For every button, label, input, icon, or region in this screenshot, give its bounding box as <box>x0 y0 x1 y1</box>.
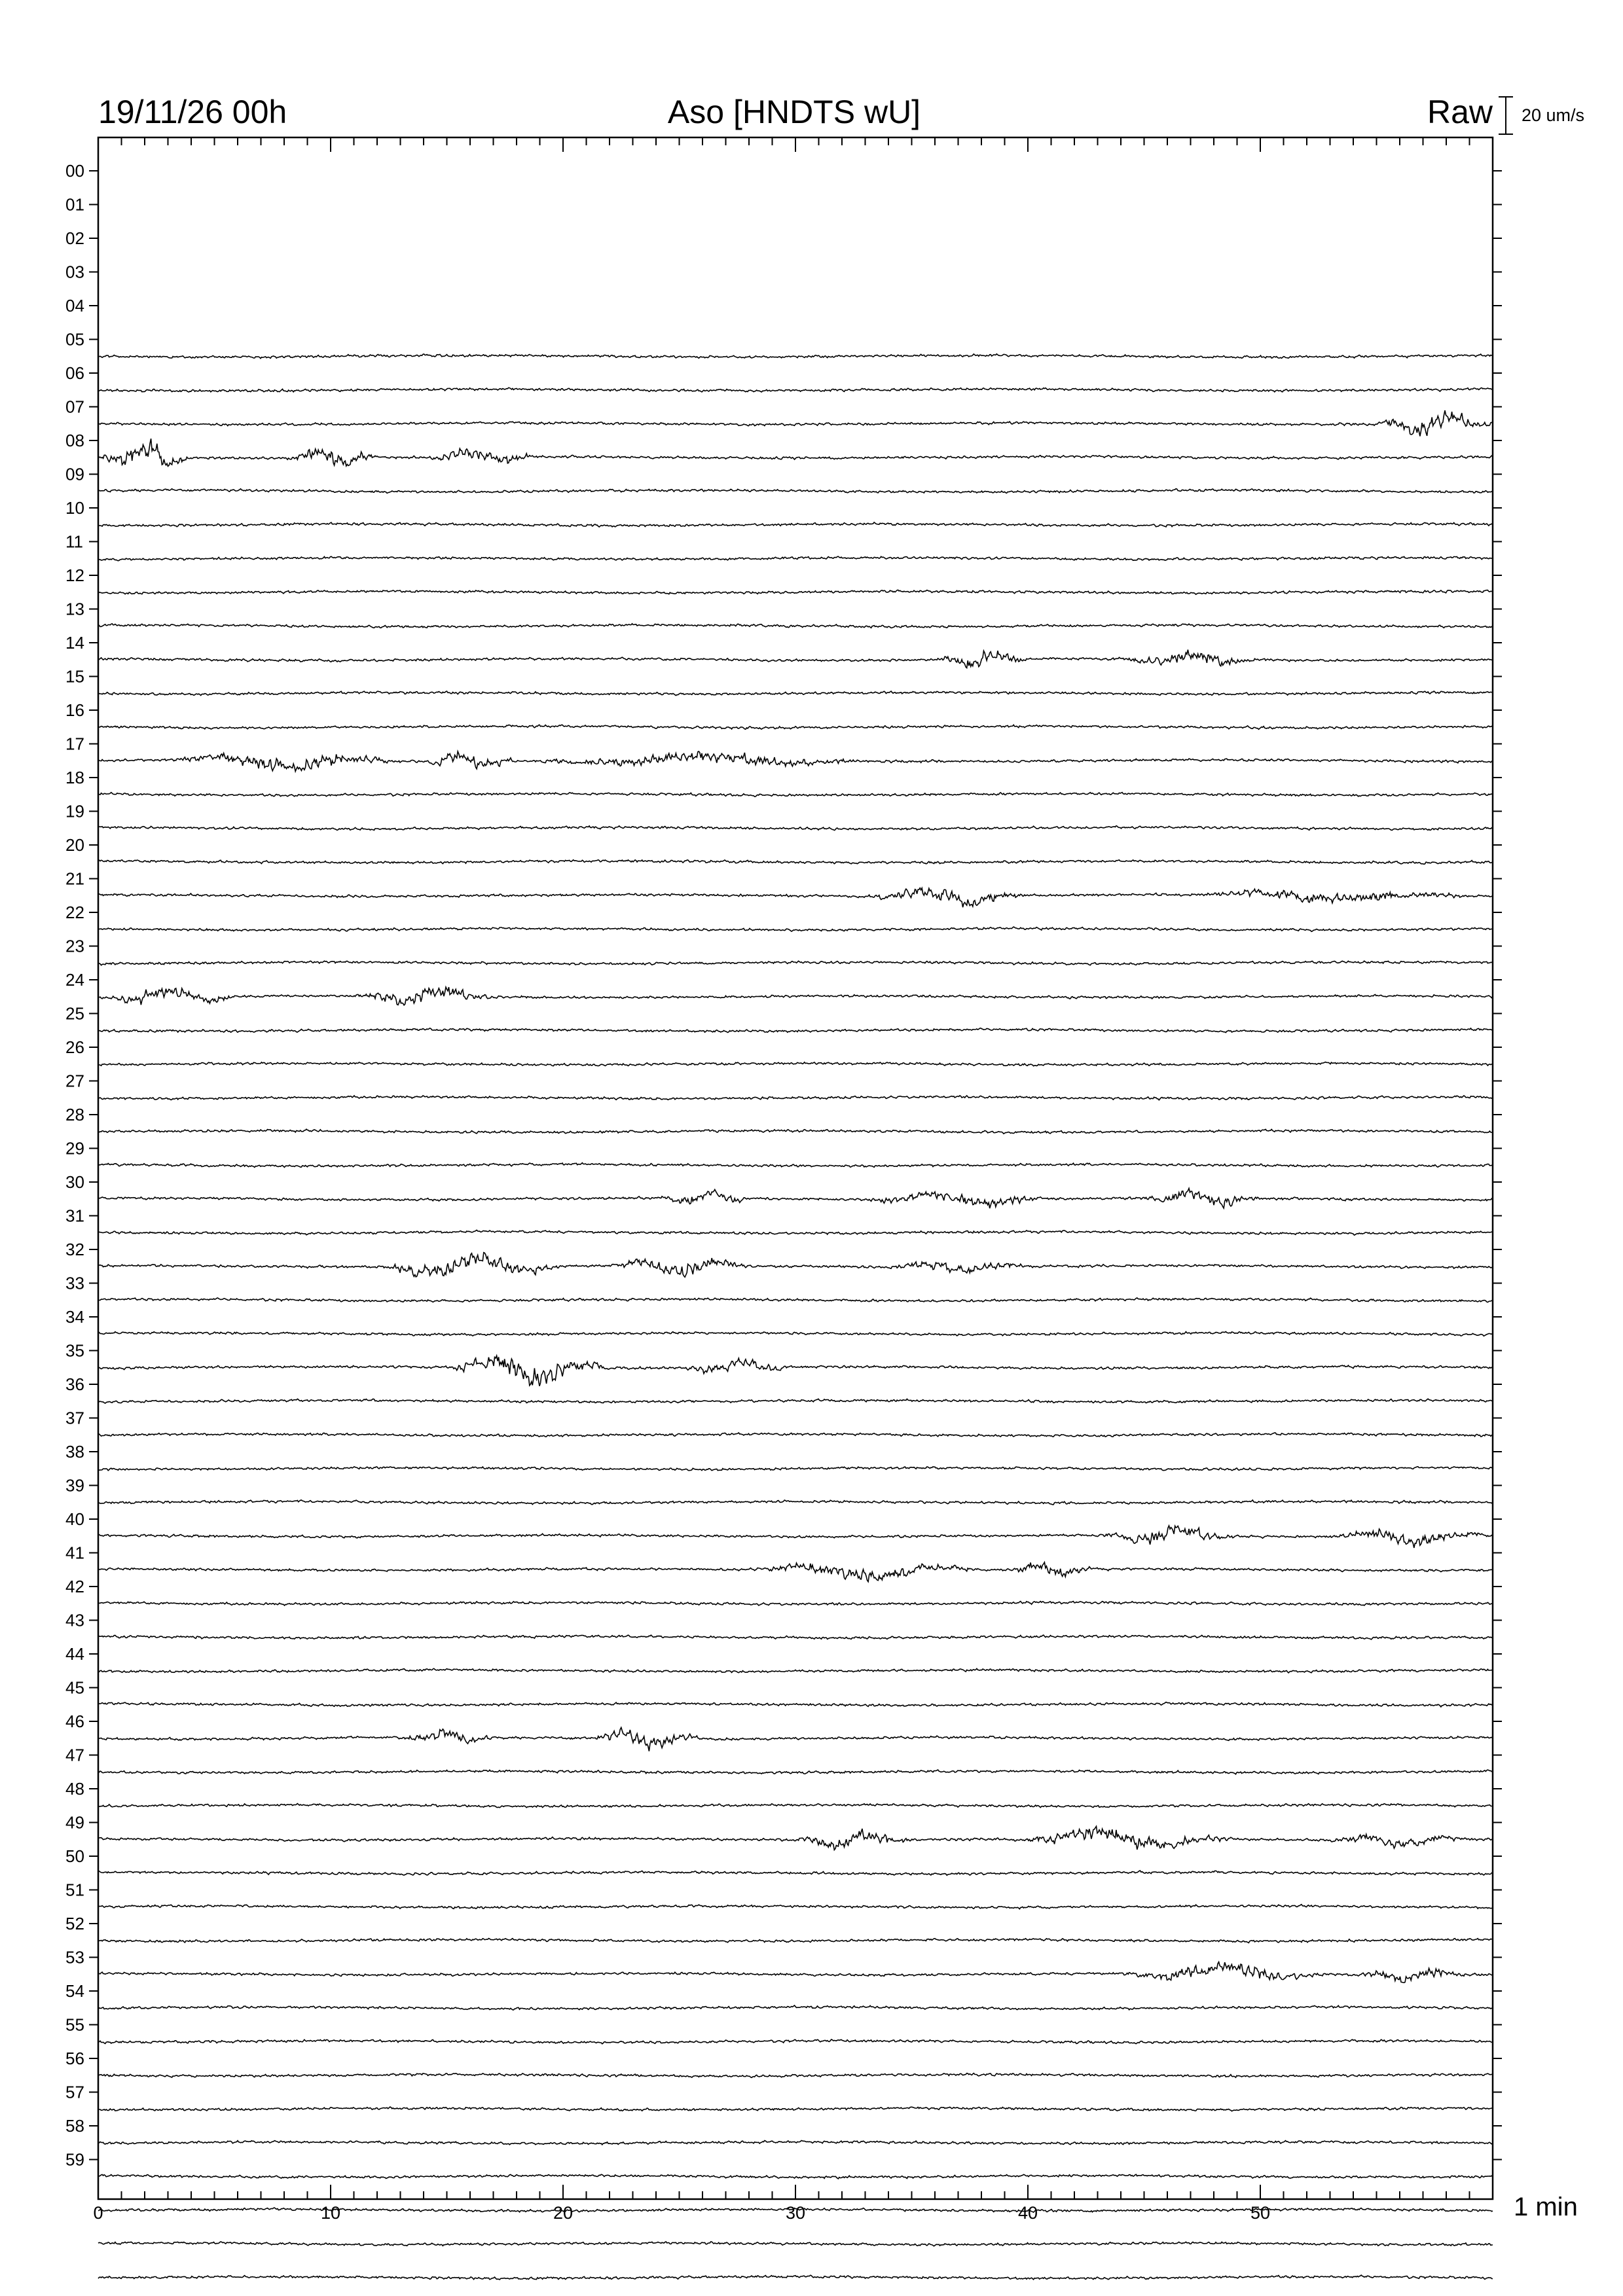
row-label: 20 <box>65 835 84 855</box>
trace-line <box>98 691 1493 696</box>
trace-line <box>98 1562 1493 1582</box>
row-label: 58 <box>65 2116 84 2136</box>
row-label: 08 <box>65 431 84 450</box>
trace-line <box>98 1163 1493 1168</box>
row-label: 37 <box>65 1408 84 1428</box>
row-label: 34 <box>65 1307 84 1327</box>
row-label: 31 <box>65 1206 84 1226</box>
row-label: 32 <box>65 1240 84 1259</box>
trace-line <box>98 725 1493 730</box>
row-label: 45 <box>65 1677 84 1698</box>
row-label: 03 <box>65 262 84 282</box>
trace-line <box>98 1602 1493 1605</box>
trace-line <box>98 556 1493 561</box>
seismic-traces <box>98 354 1493 2296</box>
row-label: 10 <box>65 498 84 518</box>
trace-line <box>98 751 1493 772</box>
trace-line <box>98 590 1493 594</box>
trace-line <box>98 1871 1493 1875</box>
trace-line <box>98 961 1493 965</box>
trace-line <box>98 1355 1493 1386</box>
row-label: 43 <box>65 1610 84 1630</box>
row-label: 49 <box>65 1812 84 1833</box>
trace-line <box>98 793 1493 797</box>
header-datetime: 19/11/26 00h <box>98 94 287 130</box>
row-label: 17 <box>65 734 84 754</box>
trace-line <box>98 1526 1493 1548</box>
x-unit-label: 1 min <box>1514 2193 1578 2221</box>
trace-line <box>98 1433 1493 1437</box>
row-label: 21 <box>65 869 84 889</box>
row-label: 00 <box>65 161 84 181</box>
row-label: 23 <box>65 936 84 956</box>
row-label: 04 <box>65 296 84 315</box>
row-label: 36 <box>65 1374 84 1394</box>
row-label: 22 <box>65 903 84 922</box>
row-label: 26 <box>65 1037 84 1057</box>
tick-marks <box>89 137 1502 2199</box>
trace-line <box>98 1298 1493 1302</box>
x-tick-label: 50 <box>1250 2203 1271 2223</box>
row-label: 46 <box>65 1712 84 1731</box>
trace-line <box>98 1770 1493 1774</box>
trace-line <box>98 2242 1493 2246</box>
trace-line <box>98 1804 1493 1808</box>
row-label: 13 <box>65 599 84 619</box>
plot-frame <box>98 137 1493 2199</box>
trace-line <box>98 1635 1493 1640</box>
trace-line <box>98 1500 1493 1505</box>
row-label: 56 <box>65 2049 84 2068</box>
row-label: 06 <box>65 363 84 383</box>
row-label: 12 <box>65 565 84 585</box>
row-label: 51 <box>65 1880 84 1900</box>
x-tick-label: 0 <box>93 2203 103 2223</box>
x-tick-labels <box>93 2203 1270 2223</box>
row-label: 30 <box>65 1172 84 1192</box>
trace-line <box>98 888 1493 908</box>
row-label: 09 <box>65 464 84 484</box>
row-label: 55 <box>65 2015 84 2035</box>
trace-line <box>98 650 1493 668</box>
x-tick-label: 40 <box>1017 2203 1038 2223</box>
row-label: 14 <box>65 633 84 653</box>
trace-line <box>98 1332 1493 1336</box>
trace-line <box>98 927 1493 931</box>
trace-line <box>98 1668 1493 1673</box>
x-tick-label: 20 <box>553 2203 574 2223</box>
row-label: 27 <box>65 1071 84 1091</box>
row-label: 59 <box>65 2149 84 2170</box>
row-label: 33 <box>65 1273 84 1293</box>
row-label: 57 <box>65 2082 84 2102</box>
trace-line <box>98 410 1493 437</box>
row-label: 50 <box>65 1846 84 1866</box>
row-label: 11 <box>65 531 83 552</box>
row-label: 54 <box>65 1981 84 2001</box>
row-label: 25 <box>65 1003 84 1024</box>
row-labels <box>65 161 84 2170</box>
trace-line <box>98 2140 1493 2144</box>
trace-line <box>98 624 1493 628</box>
trace-line <box>98 1826 1493 1850</box>
trace-line <box>98 1062 1493 1066</box>
header-mode: Raw <box>1427 94 1493 130</box>
trace-line <box>98 1096 1493 1100</box>
row-label: 47 <box>65 1745 84 1765</box>
trace-line <box>98 1727 1493 1751</box>
row-label: 07 <box>65 397 84 417</box>
row-label: 38 <box>65 1442 84 1462</box>
trace-line <box>98 2174 1493 2179</box>
row-label: 39 <box>65 1475 84 1496</box>
x-tick-label: 30 <box>785 2203 806 2223</box>
trace-line <box>98 387 1493 392</box>
trace-line <box>98 1189 1493 1209</box>
trace-line <box>98 1467 1493 1471</box>
trace-line <box>98 1028 1493 1033</box>
trace-line <box>98 987 1493 1005</box>
row-label: 53 <box>65 1947 84 1967</box>
trace-line <box>98 354 1493 359</box>
trace-line <box>98 2073 1493 2078</box>
row-label: 16 <box>65 700 84 720</box>
trace-line <box>98 439 1493 466</box>
row-label: 40 <box>65 1509 84 1529</box>
trace-line <box>98 522 1493 527</box>
trace-line <box>98 1230 1493 1235</box>
trace-line <box>98 489 1493 493</box>
row-label: 24 <box>65 970 84 990</box>
row-label: 44 <box>65 1644 84 1664</box>
row-label: 35 <box>65 1340 84 1361</box>
row-label: 19 <box>65 801 84 821</box>
trace-line <box>98 826 1493 831</box>
row-label: 02 <box>65 228 84 248</box>
trace-line <box>98 1962 1493 1983</box>
row-label: 41 <box>65 1543 84 1563</box>
amplitude-scale-label: 20 um/s <box>1522 105 1585 125</box>
amplitude-scale-bar <box>1499 97 1513 134</box>
row-label: 15 <box>65 666 84 687</box>
trace-line <box>98 860 1493 865</box>
row-label: 05 <box>65 329 84 350</box>
trace-line <box>98 2275 1493 2280</box>
axis-ticks <box>89 137 1502 2199</box>
trace-line <box>98 1129 1493 1134</box>
row-label: 42 <box>65 1577 84 1596</box>
trace-line <box>98 2005 1493 2010</box>
row-label: 29 <box>65 1138 84 1158</box>
row-label: 01 <box>65 194 84 215</box>
trace-line <box>98 2039 1493 2044</box>
x-tick-label: 10 <box>320 2203 341 2223</box>
trace-line <box>98 2107 1493 2111</box>
header-station: Aso [HNDTS wU] <box>667 94 921 130</box>
trace-line <box>98 1939 1493 1943</box>
trace-line <box>98 1253 1493 1278</box>
row-label: 18 <box>65 768 84 787</box>
trace-line <box>98 1399 1493 1403</box>
trace-line <box>98 1702 1493 1707</box>
row-label: 28 <box>65 1105 84 1124</box>
row-label: 48 <box>65 1779 84 1799</box>
row-label: 52 <box>65 1914 84 1933</box>
trace-line <box>98 1905 1493 1909</box>
